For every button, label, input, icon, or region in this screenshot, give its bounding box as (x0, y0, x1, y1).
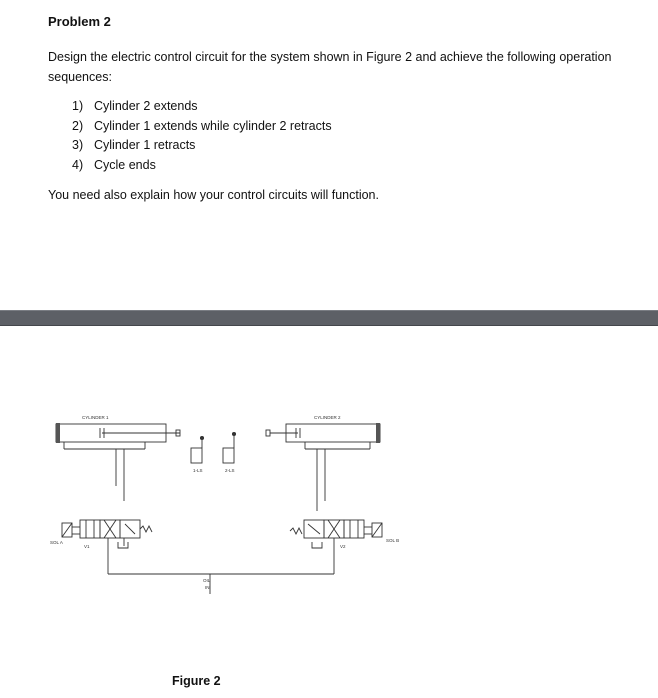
supply-line (108, 574, 334, 594)
v1-label: V1 (84, 544, 90, 549)
limit-switch-2 (223, 432, 236, 473)
document-text (0, 0, 658, 300)
sequence-step: 3) Cylinder 1 retracts (72, 138, 196, 152)
sequence-step: 1) Cylinder 2 extends (72, 99, 198, 113)
cylinder-1-label: CYLINDER 1 (82, 415, 109, 420)
hydraulic-circuit-diagram (0, 326, 658, 698)
problem-outro: You need also explain how your control circuits will function. (48, 188, 379, 202)
figure-area (0, 326, 658, 698)
ls2-label: 2-LS (225, 468, 235, 473)
v2-label: V2 (340, 544, 346, 549)
figure-caption: Figure 2 (172, 674, 221, 688)
valve-v1 (50, 520, 152, 574)
problem-title: Problem 2 (48, 14, 111, 29)
sequence-step: 2) Cylinder 1 extends while cylinder 2 retracts (72, 118, 332, 133)
cylinder-2-label: CYLINDER 2 (314, 415, 341, 420)
page-divider (0, 310, 658, 326)
ls1-label: 1-LS (193, 468, 203, 473)
valve-v2 (290, 520, 399, 574)
sol-b-label: SOL B (386, 538, 400, 543)
sol-a-label: SOL A (50, 540, 63, 545)
cylinder-1 (56, 415, 180, 501)
problem-intro: Design the electric control circuit for the system shown in Figure 2 and achieve the following operation sequences: (48, 50, 612, 84)
oil-label: OIL (203, 578, 211, 583)
sequence-step: 4) Cycle ends (72, 157, 156, 172)
limit-switch-1 (191, 436, 204, 473)
sequence-list (72, 97, 332, 175)
in-label: IN (205, 585, 210, 590)
cylinder-2 (266, 415, 380, 511)
